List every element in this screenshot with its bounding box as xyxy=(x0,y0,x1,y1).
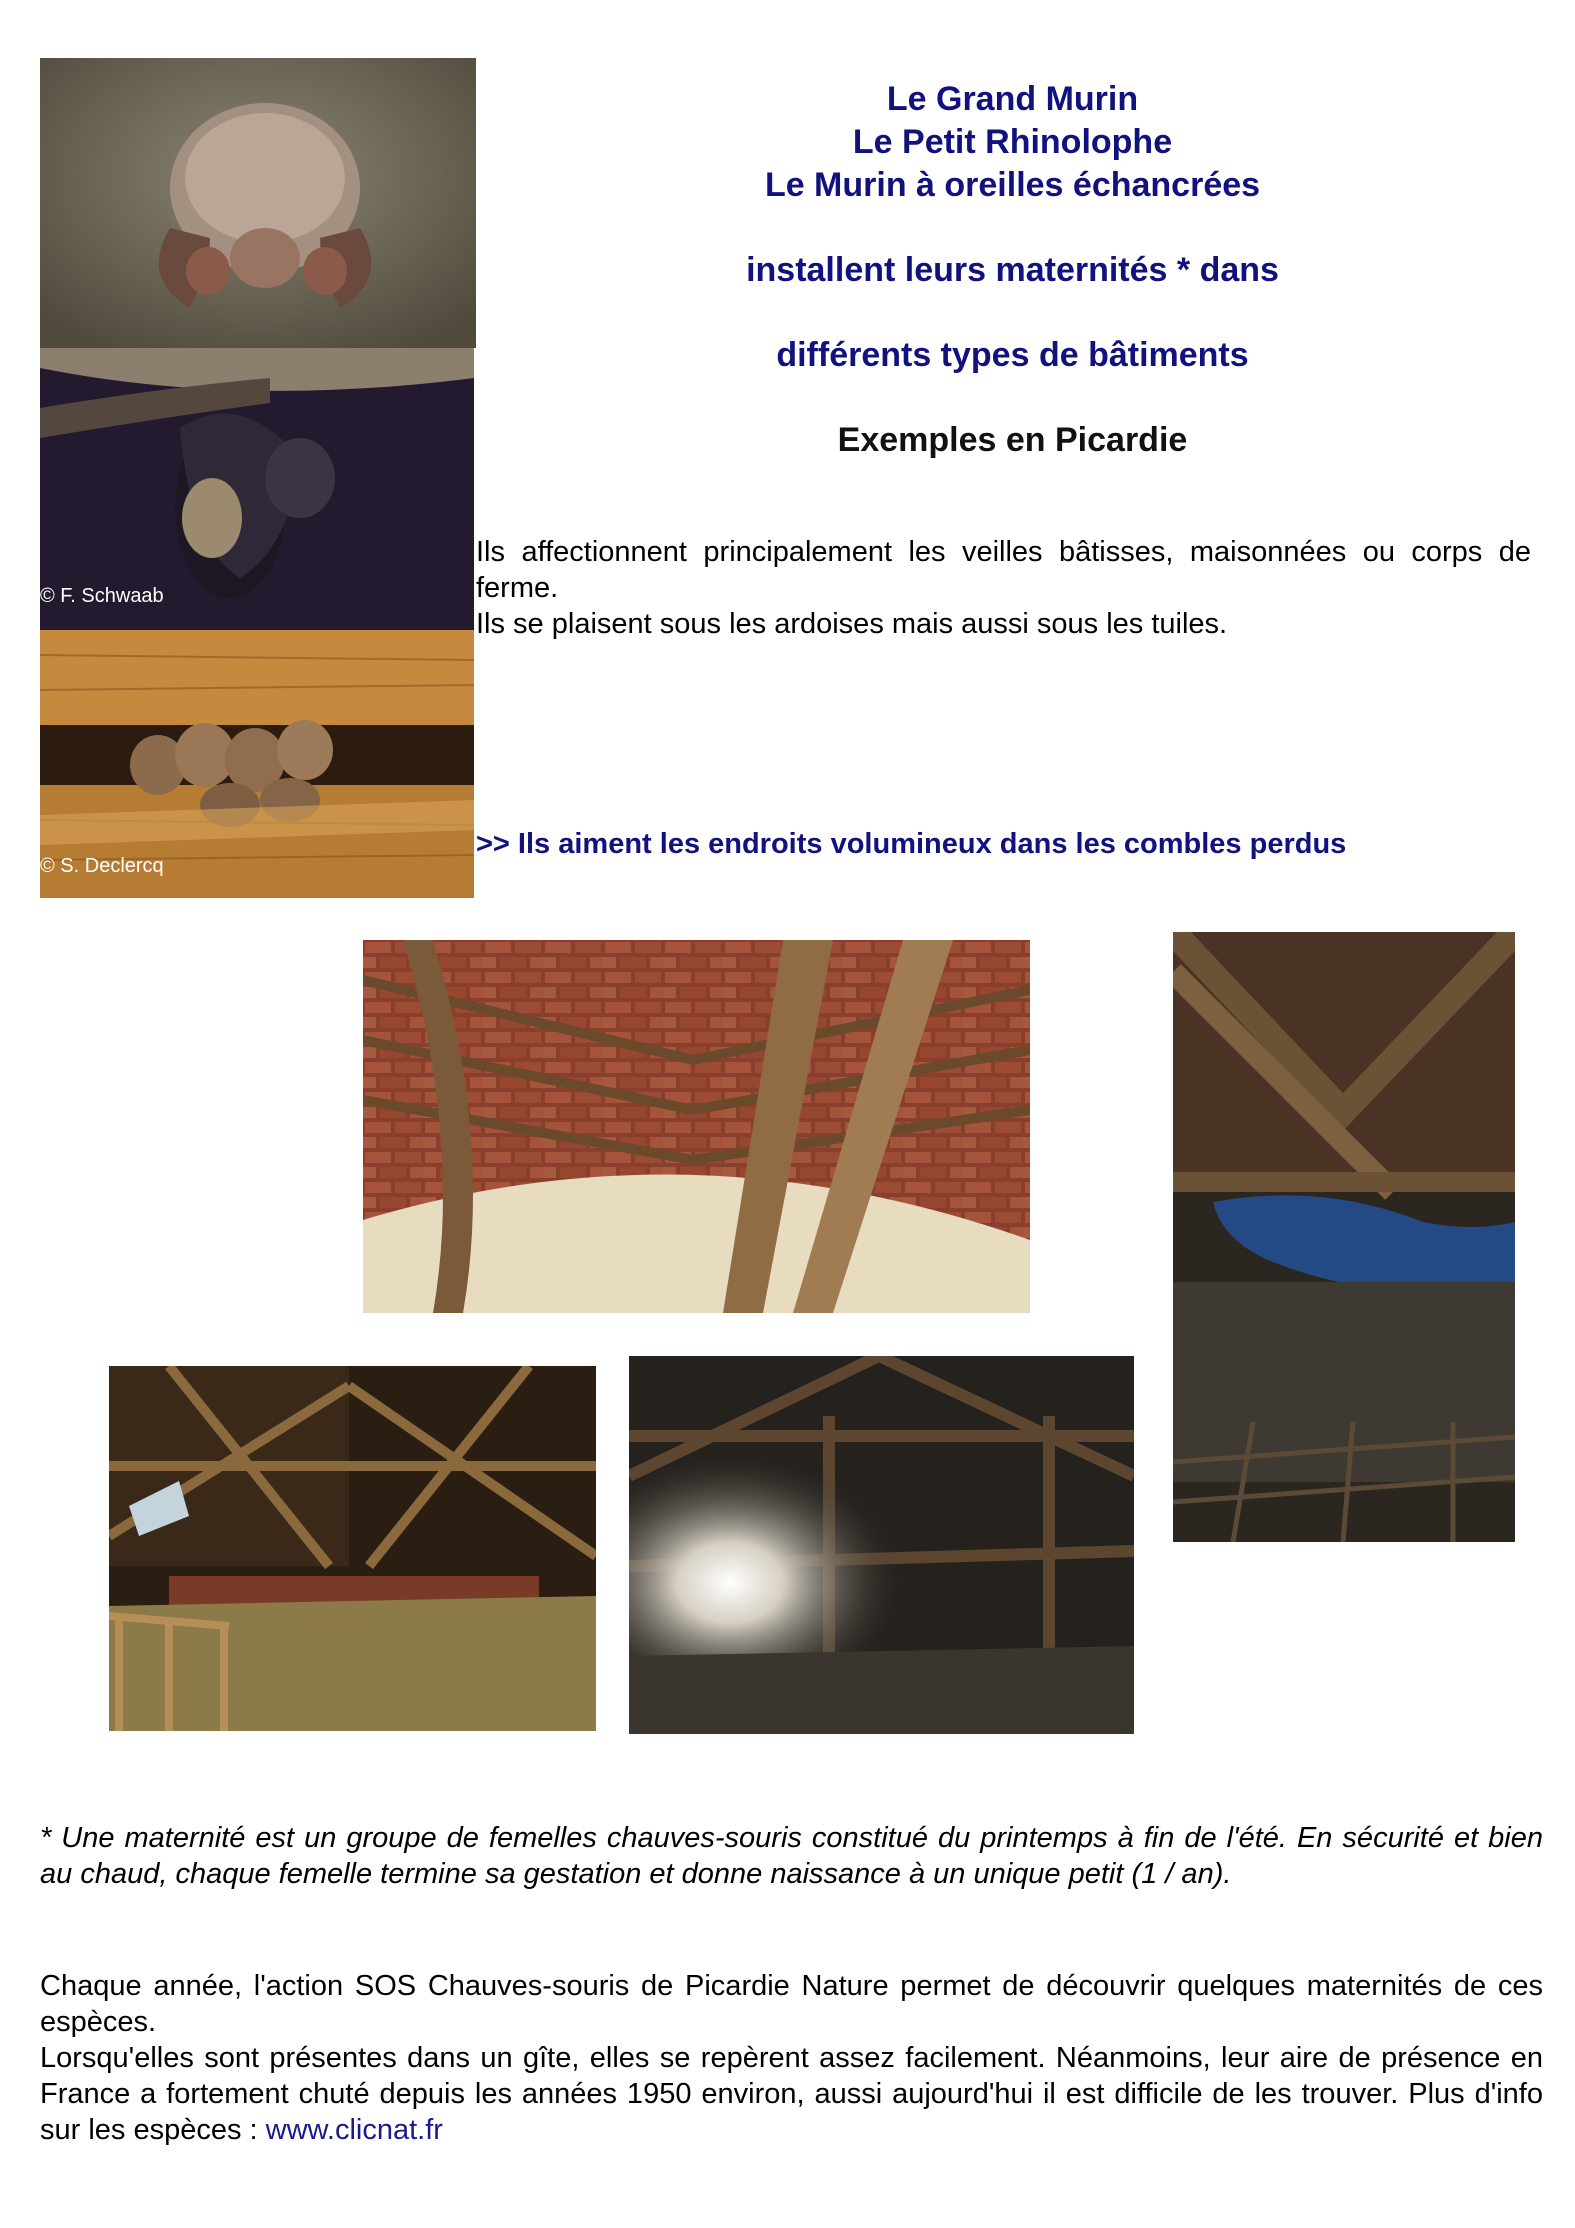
intro-paragraph-1: Ils affectionnent principalement les veilles bâtisses, maisonnées ou corps de ferme. xyxy=(476,536,1531,604)
closing-paragraph-2-text: Lorsqu'elles sont présentes dans un gîte, elles se repèrent assez facilement. Néanmoins, leur aire de présence en France a fortement chuté depuis les années 1950 environ, aussi aujourd'hui il est difficile de les trouver. Plus d'info sur les espèces : xyxy=(40,2042,1543,2146)
photo-credit-schwaab: © F. Schwaab xyxy=(40,585,164,607)
photo-attic-brick-wall xyxy=(363,940,1030,1313)
closing-paragraph-1: Chaque année, l'action SOS Chauves-souris de Picardie Nature permet de découvrir quelques maternités de ces espèces. xyxy=(40,1970,1543,2038)
species-title-3: Le Murin à oreilles échancrées xyxy=(764,166,1261,204)
photo-grand-murin xyxy=(40,58,476,348)
highlight-combles: >> Ils aiment les endroits volumineux dans les combles perdus xyxy=(476,828,1347,860)
section-title: Exemples en Picardie xyxy=(837,421,1188,459)
closing-paragraph-2 xyxy=(40,2040,1543,2148)
clicnat-link[interactable]: www.clicnat.fr xyxy=(265,2114,443,2146)
subtitle-batiments: différents types de bâtiments xyxy=(776,336,1249,374)
species-title-1: Le Grand Murin xyxy=(886,80,1139,118)
closing-text xyxy=(40,1968,1543,2148)
photo-attic-tarp xyxy=(1173,932,1515,1542)
intro-text xyxy=(476,534,1531,642)
species-title-2: Le Petit Rhinolophe xyxy=(852,123,1173,161)
intro-paragraph-2: Ils se plaisent sous les ardoises mais aussi sous les tuiles. xyxy=(476,608,1228,640)
subtitle-maternites: installent leurs maternités * dans xyxy=(746,251,1279,289)
footnote-maternite: * Une maternité est un groupe de femelles chauves-souris constitué du printemps à fin de l'été. En sécurité et bien au chaud, chaque femelle termine sa gestation et donne naissance à un unique petit (1 / an). xyxy=(40,1822,1543,1890)
photo-attic-sunlight xyxy=(629,1356,1134,1734)
photo-attic-skylight xyxy=(109,1366,596,1731)
photo-credit-declercq: © S. Declercq xyxy=(40,855,164,877)
